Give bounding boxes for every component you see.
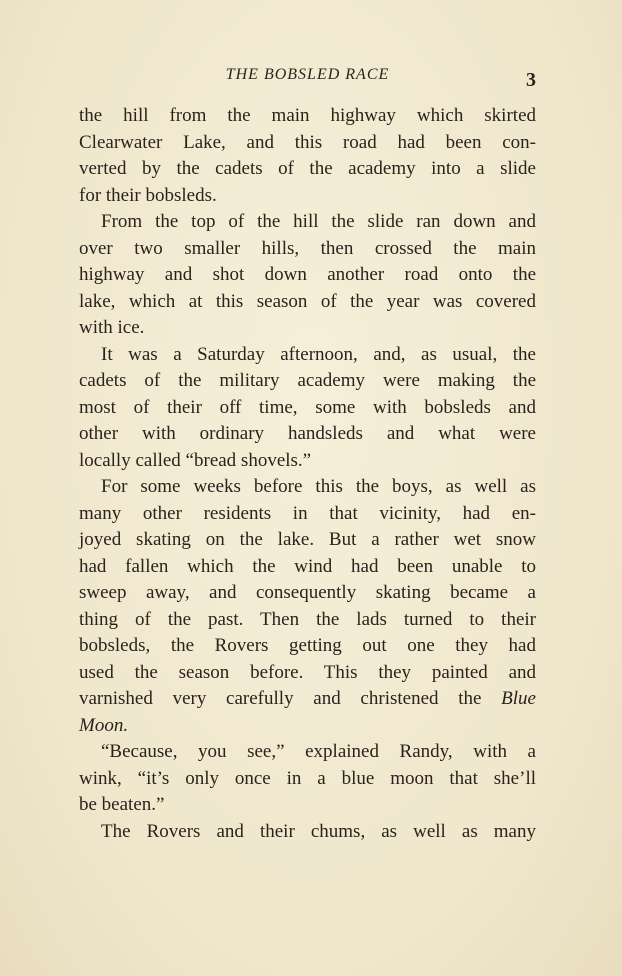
text-line: For some weeks before this the boys, as well as	[101, 476, 536, 497]
text-line: over two smaller hills, then crossed the main	[79, 237, 536, 259]
ship-name-italic: Blue	[501, 688, 536, 709]
text-line: had fallen which the wind had been unable to	[79, 555, 536, 577]
text-line: sweep away, and consequently skating became a	[79, 582, 536, 603]
text-line: locally called “bread shovels.”	[79, 449, 312, 471]
text-line: for their bobsleds.	[79, 184, 217, 206]
text-line: with ice.	[79, 317, 145, 338]
text-line: other with ordinary handsleds and what were	[79, 423, 536, 444]
text-line: the hill from the main highway which skirted	[79, 105, 536, 126]
text-line: be beaten.”	[79, 794, 165, 815]
text-line: thing of the past. Then the lads turned to their	[79, 608, 536, 630]
text-line: bobsleds, the Rovers getting out one they had	[79, 635, 536, 656]
text-line: verted by the cadets of the academy into a slide	[79, 158, 536, 179]
paragraph	[79, 739, 536, 819]
running-title: THE BOBSLED RACE	[225, 66, 390, 83]
text-line: cadets of the military academy were making the	[79, 370, 536, 391]
text-line: Clearwater Lake, and this road had been con-	[79, 131, 536, 153]
text-line: most of their off time, some with bobsleds and	[79, 396, 536, 418]
paragraph	[79, 474, 536, 739]
text-line	[79, 713, 536, 740]
text-line: lake, which at this season of the year was covered	[79, 290, 536, 312]
paragraph	[79, 342, 536, 475]
text-line: The Rovers and their chums, as well as many	[101, 820, 536, 842]
text-line: highway and shot down another road onto the	[79, 264, 536, 285]
text-segment: varnished very carefully and christened the	[79, 688, 482, 709]
text-line: wink, “it’s only once in a blue moon that she’ll	[79, 767, 536, 789]
text-line: joyed skating on the lake. But a rather wet snow	[79, 529, 536, 550]
paragraph	[79, 103, 536, 209]
ship-name-italic: Moon.	[79, 714, 129, 736]
text-line: used the season before. This they painted and	[79, 661, 536, 683]
text-line: From the top of the hill the slide ran down and	[101, 211, 536, 232]
text-line: many other residents in that vicinity, had en-	[79, 502, 536, 524]
text-line	[79, 686, 536, 713]
body-text	[79, 103, 536, 845]
paragraph	[79, 209, 536, 342]
text-line: “Because, you see,” explained Randy, with a	[101, 741, 536, 762]
page-header	[79, 66, 536, 90]
page-number: 3	[526, 69, 536, 91]
paragraph	[79, 819, 536, 846]
text-line: It was a Saturday afternoon, and, as usual, the	[101, 343, 536, 365]
